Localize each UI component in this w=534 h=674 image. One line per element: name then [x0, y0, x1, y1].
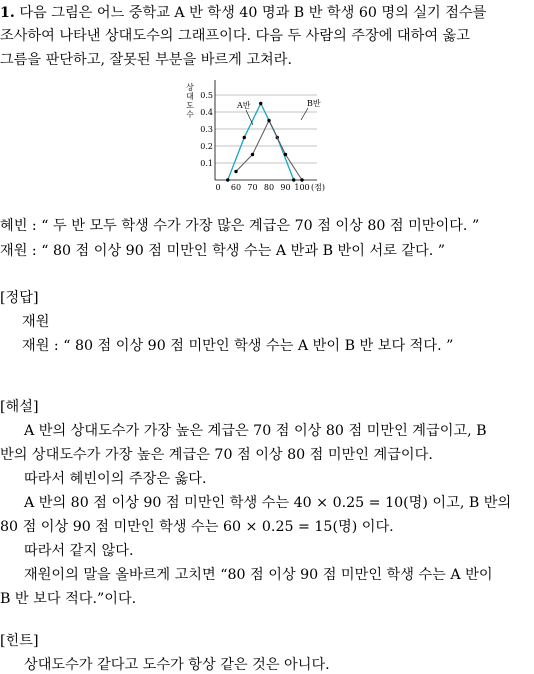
explanation-line-1: A 반의 상대도수가 가장 높은 계급은 70 점 이상 80 점 미만인 계급이고, B [24, 423, 487, 439]
x-tick-label: 0 [215, 183, 221, 192]
data-point-a [259, 102, 262, 105]
data-point-b [300, 178, 303, 181]
data-point-b [251, 153, 254, 156]
data-point-b [234, 170, 237, 173]
y-axis-label-char: 수 [186, 110, 194, 119]
hint-header: [힌트] [0, 633, 39, 649]
explanation-line-4: A 반의 80 점 이상 90 점 미만인 학생 수는 40 × 0.25 = 10(명) 이고, B 반의 [24, 495, 512, 511]
y-axis-label-char: 상 [186, 83, 194, 92]
y-tick-label: 0.2 [200, 142, 213, 151]
data-point-a [226, 178, 229, 181]
data-point-a [243, 136, 246, 139]
series-label-a: A반 [237, 101, 251, 110]
explanation-header: [해설] [0, 399, 39, 415]
explanation-line-5: 80 점 이상 90 점 미만인 학생 수는 60 × 0.25 = 15(명) 이다. [0, 519, 394, 535]
y-tick-label: 0.5 [200, 91, 213, 100]
data-point-b [284, 153, 287, 156]
y-axis-label-char: 도 [186, 101, 194, 110]
y-tick-label: 0.3 [200, 125, 213, 134]
explanation-line-6: 따라서 같지 않다. [24, 543, 134, 559]
x-tick-label: 90 [280, 183, 291, 192]
series-line-b [236, 121, 302, 181]
data-point-a [292, 178, 295, 181]
y-tick-label: 0.4 [200, 108, 213, 117]
answer-header: [정답] [0, 290, 39, 306]
data-point-b [267, 119, 270, 122]
explanation-line-8: B 반 보다 적다.”이다. [0, 591, 137, 607]
problem-text-1: 다음 그림은 어느 중학교 A 반 학생 40 명과 B 반 학생 60 명의 실기 점수를 [19, 5, 487, 21]
y-axis-label-char: 대 [186, 92, 194, 101]
x-tick-label: 80 [263, 183, 275, 192]
x-tick-label: 100 [294, 183, 310, 192]
x-tick-label: 60 [230, 183, 242, 192]
hint-line-1: 상대도수가 같다고 도수가 항상 같은 것은 아니다. [24, 657, 330, 673]
x-tick-label: 70 [247, 183, 258, 192]
problem-line-1 [0, 2, 486, 22]
relative-frequency-chart [180, 78, 360, 193]
problem-line-2: 조사하여 나타낸 상대도수의 그래프이다. 다음 두 사람의 주장에 대하여 옳고 [0, 28, 470, 44]
y-tick-label: 0.1 [200, 159, 213, 168]
explanation-line-3: 따라서 혜빈이의 주장은 옳다. [24, 471, 207, 487]
x-unit-label: (점) [311, 183, 325, 192]
series-label-b-leader [301, 108, 308, 120]
claim-hyebin: 혜빈 : “ 두 반 모두 학생 수가 가장 많은 계급은 70 점 이상 80 점 미만이다. ” [0, 218, 480, 234]
problem-line-3: 그름을 판단하고, 잘못된 부분을 바르게 고쳐라. [0, 52, 292, 68]
explanation-line-7: 재원이의 말을 올바르게 고치면 “80 점 이상 90 점 미만인 학생 수는 A 반이 [24, 567, 493, 583]
series-label-b: B반 [307, 99, 321, 108]
claim-jaewon: 재원 : “ 80 점 이상 90 점 미만인 학생 수는 A 반과 B 반이 서로 같다. ” [0, 243, 446, 259]
answer-line-2: 재원 : “ 80 점 이상 90 점 미만인 학생 수는 A 반이 B 반 보다 적다. ” [22, 338, 454, 354]
explanation-line-2: 반의 상대도수가 가장 높은 계급은 70 점 이상 80 점 미만인 계급이다. [0, 447, 433, 463]
series-line-a [228, 104, 294, 181]
answer-line-1: 재원 [22, 314, 50, 330]
problem-number: 1. [0, 5, 15, 21]
